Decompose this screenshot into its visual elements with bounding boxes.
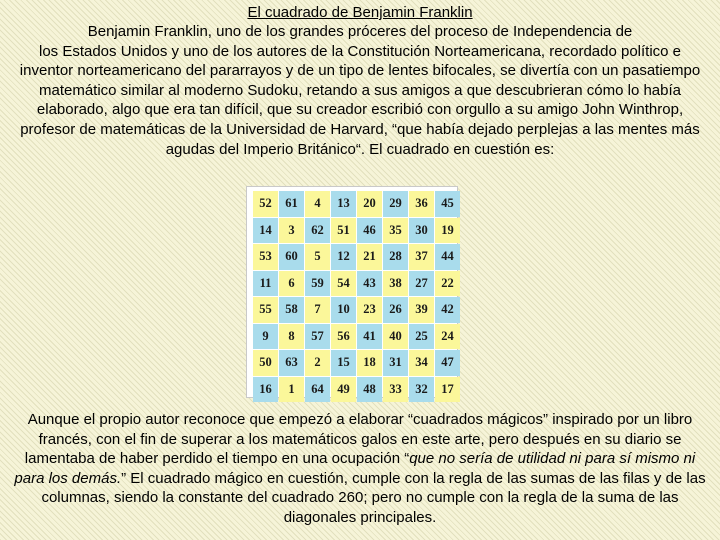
outro-italic-quote: que no sería de utilidad ni para sí mismo ni para los demás. [14, 450, 696, 487]
magic-square-cell: 58 [279, 297, 304, 323]
magic-square-cell: 9 [253, 324, 278, 350]
magic-square-cell: 19 [435, 218, 460, 244]
magic-square-cell: 47 [435, 350, 460, 376]
magic-square-cell: 38 [383, 271, 408, 297]
magic-square-cell: 2 [305, 350, 330, 376]
magic-square-cell: 31 [383, 350, 408, 376]
magic-square-cell: 14 [253, 218, 278, 244]
magic-square-grid [253, 191, 460, 402]
magic-square-cell: 48 [357, 377, 382, 403]
magic-square-cell: 6 [279, 271, 304, 297]
magic-square-cell: 46 [357, 218, 382, 244]
magic-square-cell: 45 [435, 191, 460, 217]
magic-square-cell: 30 [409, 218, 434, 244]
intro-paragraph [18, 22, 702, 159]
magic-square-cell: 64 [305, 377, 330, 403]
magic-square-cell: 59 [305, 271, 330, 297]
magic-square-cell: 44 [435, 244, 460, 270]
intro-text: los Estados Unidos y uno de los autores de la Constitución Norteamericana, recordado político e inventor norteamericano del pararrayos y de un tipo de lentes bifocales, se divertía con un pasatiempo matemático similar al moderno Sudoku, retando a sus amigos a que descubrieran cómo lo había elaborado, algo que era tan difícil, que su creador escribió con orgullo a su amigo John Winthrop, profesor de matemáticas de la Universidad de Harvard, “que había dejado perplejas a las mentes más agudas del Imperio Británico“. El cuadrado en cuestión es: [19, 42, 701, 158]
magic-square-cell: 3 [279, 218, 304, 244]
magic-square-cell: 56 [331, 324, 356, 350]
magic-square-cell: 17 [435, 377, 460, 403]
magic-square-cell: 37 [409, 244, 434, 270]
magic-square-cell: 26 [383, 297, 408, 323]
magic-square-cell: 1 [279, 377, 304, 403]
magic-square-cell: 13 [331, 191, 356, 217]
outro-text-2: ” El cuadrado mágico en cuestión, cumple con la regla de las sumas de las filas y de las columnas, siendo la constante del cuadrado 260; pero no cumple con la regla de la suma de las diagonales principales. [41, 469, 706, 526]
magic-square-cell: 40 [383, 324, 408, 350]
magic-square-cell: 21 [357, 244, 382, 270]
magic-square-cell: 28 [383, 244, 408, 270]
magic-square-cell: 54 [331, 271, 356, 297]
magic-square-cell: 4 [305, 191, 330, 217]
magic-square-cell: 22 [435, 271, 460, 297]
magic-square-cell: 57 [305, 324, 330, 350]
magic-square-cell: 35 [383, 218, 408, 244]
magic-square-cell: 11 [253, 271, 278, 297]
magic-square-cell: 27 [409, 271, 434, 297]
page-title: El cuadrado de Benjamin Franklin [247, 4, 473, 21]
magic-square-cell: 29 [383, 191, 408, 217]
magic-square-cell: 20 [357, 191, 382, 217]
magic-square-cell: 12 [331, 244, 356, 270]
magic-square-cell: 24 [435, 324, 460, 350]
intro-first-line: Benjamin Franklin, uno de los grandes próceres del proceso de Independencia de [87, 23, 633, 40]
magic-square-cell: 62 [305, 218, 330, 244]
magic-square-cell: 43 [357, 271, 382, 297]
magic-square-cell: 53 [253, 244, 278, 270]
magic-square-image [246, 186, 458, 398]
outro-paragraph [14, 410, 706, 528]
magic-square-cell: 60 [279, 244, 304, 270]
magic-square-cell: 61 [279, 191, 304, 217]
magic-square-cell: 52 [253, 191, 278, 217]
magic-square-cell: 23 [357, 297, 382, 323]
magic-square-cell: 15 [331, 350, 356, 376]
magic-square-cell: 33 [383, 377, 408, 403]
magic-square-cell: 49 [331, 377, 356, 403]
magic-square-cell: 10 [331, 297, 356, 323]
magic-square-cell: 7 [305, 297, 330, 323]
magic-square-cell: 63 [279, 350, 304, 376]
magic-square-cell: 8 [279, 324, 304, 350]
magic-square-cell: 50 [253, 350, 278, 376]
magic-square-cell: 16 [253, 377, 278, 403]
magic-square-cell: 5 [305, 244, 330, 270]
magic-square-cell: 18 [357, 350, 382, 376]
outro-text-1: Aunque el propio autor reconoce que empezó a elaborar “cuadrados mágicos” inspirado por un libro francés, con el fin de superar a los matemáticos galos en este arte, pero después en su diario se lamentaba de haber perdido el tiempo en una ocupación “ [24, 411, 693, 468]
magic-square-cell: 32 [409, 377, 434, 403]
magic-square-cell: 55 [253, 297, 278, 323]
magic-square-cell: 51 [331, 218, 356, 244]
magic-square-cell: 36 [409, 191, 434, 217]
magic-square-cell: 42 [435, 297, 460, 323]
magic-square-cell: 41 [357, 324, 382, 350]
magic-square-cell: 25 [409, 324, 434, 350]
magic-square-cell: 39 [409, 297, 434, 323]
magic-square-cell: 34 [409, 350, 434, 376]
